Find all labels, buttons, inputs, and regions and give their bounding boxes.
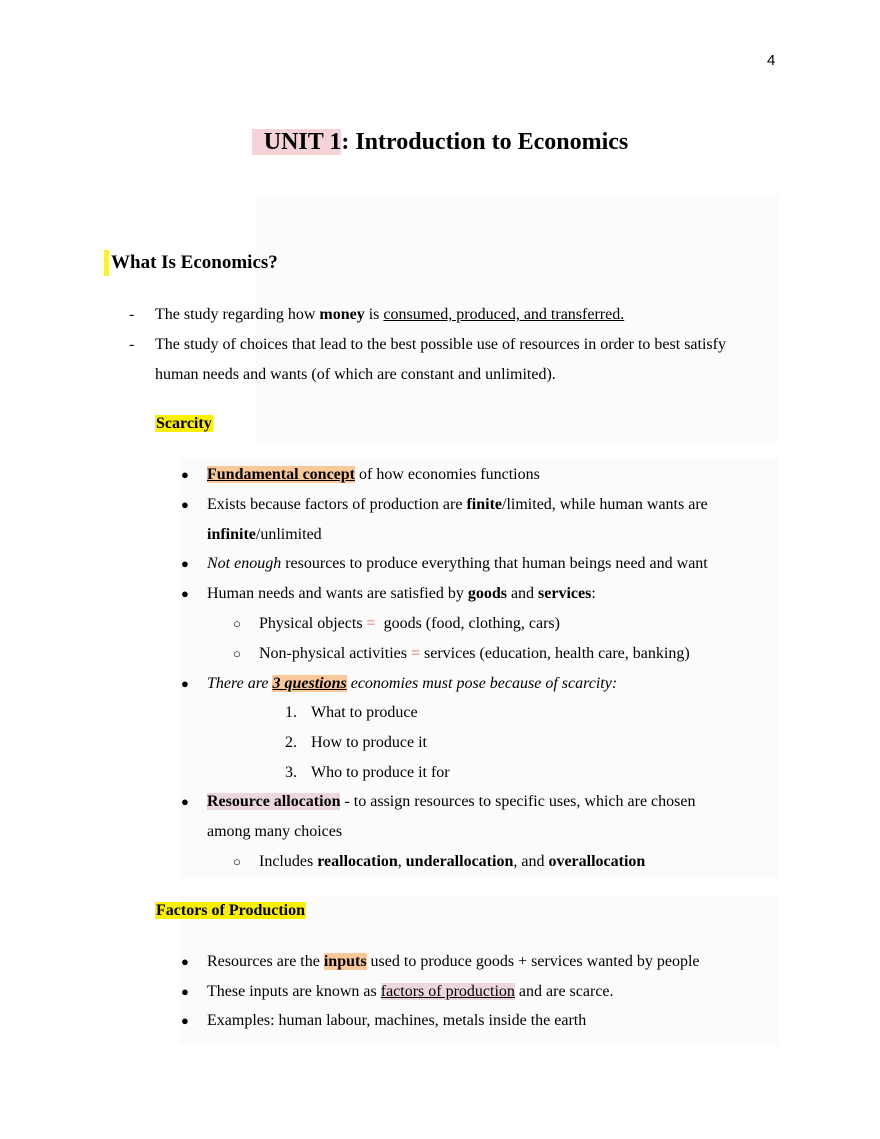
dash-marker: - xyxy=(129,336,135,353)
question-number: 2. xyxy=(285,734,297,751)
bullet-marker: ● xyxy=(181,676,189,691)
circle-marker: ○ xyxy=(233,646,241,661)
question-item: What to produce xyxy=(311,704,418,721)
factors-bullet-1: Resources are the inputs used to produce goods + services wanted by people xyxy=(207,953,700,970)
scarcity-bullet-3: Not enough resources to produce everything that human beings need and want xyxy=(207,555,708,572)
shade-block-2 xyxy=(180,458,778,878)
scarcity-bullet-2: Exists because factors of production are finite/limited, while human wants are xyxy=(207,496,708,513)
factors-heading: Factors of Production xyxy=(156,902,306,919)
circle-marker: ○ xyxy=(233,854,241,869)
definition-1: The study regarding how money is consumed, produced, and transferred. xyxy=(155,306,625,323)
services-subitem: Non-physical activities = services (education, health care, banking) xyxy=(259,645,690,662)
page-number: 4 xyxy=(767,52,776,69)
goods-subitem: Physical objects = goods (food, clothing, cars) xyxy=(259,615,560,632)
page-title xyxy=(0,127,880,157)
bullet-marker: ● xyxy=(181,954,189,969)
question-number: 1. xyxy=(285,704,297,721)
title-rest: : Introduction to Economics xyxy=(341,129,629,155)
dash-marker: - xyxy=(129,306,135,323)
scarcity-bullet-6-cont: among many choices xyxy=(207,823,343,840)
factors-bullet-3: Examples: human labour, machines, metals inside the earth xyxy=(207,1012,587,1029)
circle-marker: ○ xyxy=(233,616,241,631)
bullet-marker: ● xyxy=(181,497,189,512)
bullet-marker: ● xyxy=(181,984,189,999)
scarcity-bullet-6: Resource allocation - to assign resources to specific uses, which are chosen xyxy=(207,793,696,810)
scarcity-bullet-2-cont: infinite/unlimited xyxy=(207,526,322,543)
allocation-subitem: Includes reallocation, underallocation, and overallocation xyxy=(259,853,646,870)
definition-2-line-2: human needs and wants (of which are constant and unlimited). xyxy=(155,366,556,383)
bullet-marker: ● xyxy=(181,556,189,571)
bullet-marker: ● xyxy=(181,467,189,482)
bullet-marker: ● xyxy=(181,586,189,601)
factors-bullet-2: These inputs are known as factors of production and are scarce. xyxy=(207,983,614,1000)
definition-2-line-1: The study of choices that lead to the best possible use of resources in order to best satisfy xyxy=(155,336,726,353)
scarcity-bullet-4: Human needs and wants are satisfied by goods and services: xyxy=(207,585,596,602)
question-item: Who to produce it for xyxy=(311,764,450,781)
question-number: 3. xyxy=(285,764,297,781)
scarcity-bullet-5: There are 3 questions economies must pose because of scarcity: xyxy=(207,675,618,692)
scarcity-bullet-1: Fundamental concept of how economies functions xyxy=(207,466,540,483)
title-unit: UNIT 1 xyxy=(252,129,342,155)
bullet-marker: ● xyxy=(181,1013,189,1028)
question-item: How to produce it xyxy=(311,734,427,751)
bullet-marker: ● xyxy=(181,794,189,809)
scarcity-heading: Scarcity xyxy=(156,415,212,432)
section-heading: What Is Economics? xyxy=(104,250,278,276)
